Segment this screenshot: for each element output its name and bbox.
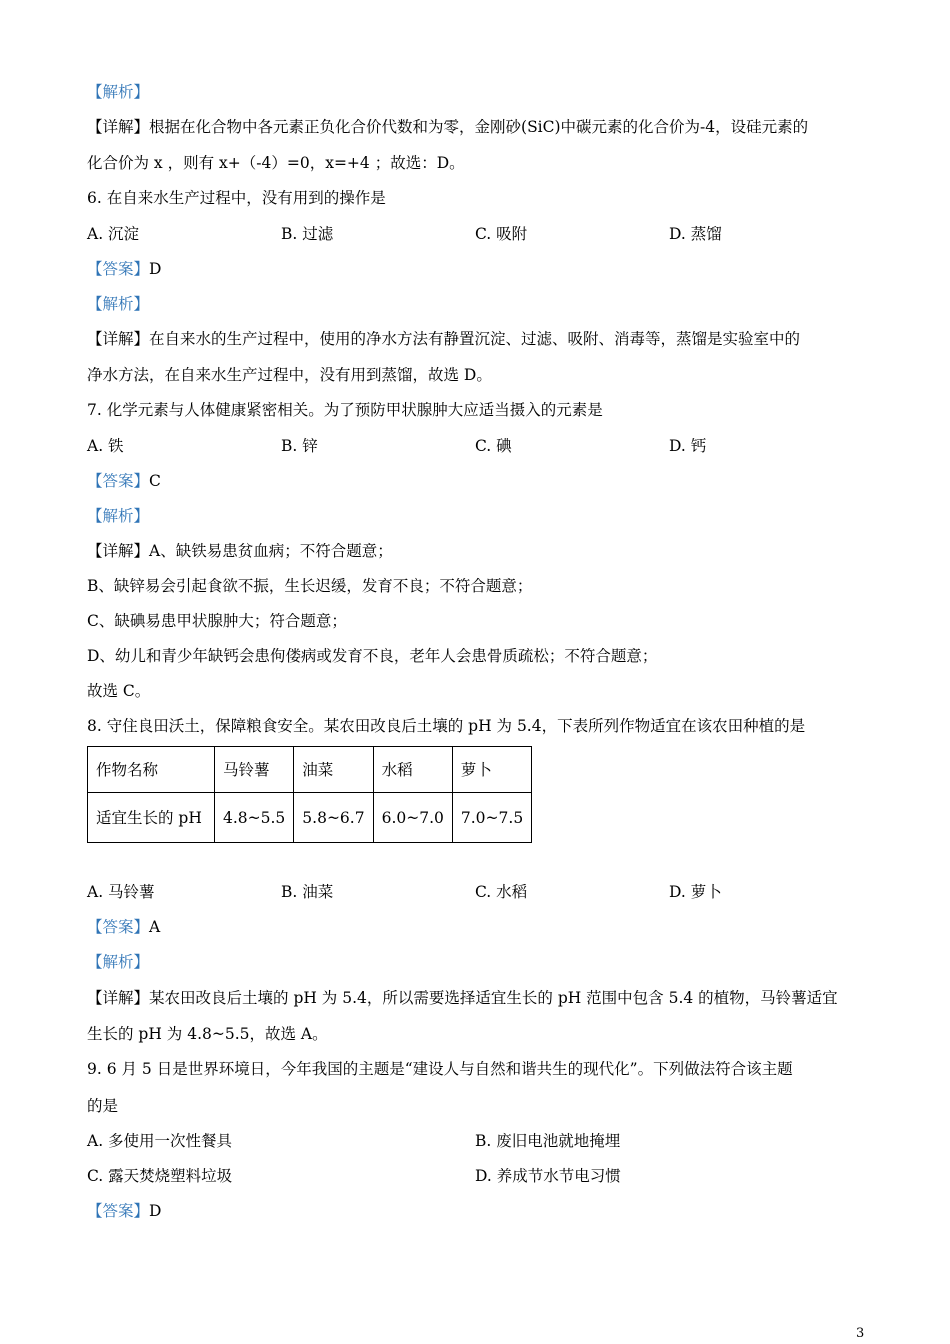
q7-detail-line-4: D、幼儿和青少年缺钙会患佝偻病或发育不良，老年人会患骨质疏松；不符合题意； (87, 647, 658, 665)
table-cell: 萝卜 (452, 747, 531, 793)
q5-detail-line-2: 化合价为 x ，则有 x+（-4）=0，x=+4 ；故选：D。 (87, 154, 465, 172)
table-cell: 5.8~6.7 (294, 793, 373, 843)
q7-detail-line-2: B、缺锌易会引起食欲不振，生长迟缓，发育不良；不符合题意； (87, 577, 533, 595)
q8-analysis-label: 【解析】 (87, 953, 150, 971)
q7-detail-line-5: 故选 C。 (87, 682, 151, 700)
table-cell: 4.8~5.5 (215, 793, 294, 843)
q8-detail-line-2: 生长的 pH 为 4.8~5.5，故选 A。 (87, 1025, 328, 1043)
q7-stem: 7. 化学元素与人体健康紧密相关。为了预防甲状腺肿大应适当摄入的元素是 (87, 401, 603, 419)
q6-detail-line-2: 净水方法，在自来水生产过程中，没有用到蒸馏，故选 D。 (87, 366, 492, 384)
table-cell: 油菜 (294, 747, 373, 793)
table-row (88, 793, 532, 843)
table-cell: 6.0~7.0 (373, 793, 452, 843)
q7-detail-line-1: 【详解】A、缺铁易患贫血病；不符合题意； (87, 542, 393, 560)
q8-option-d: D. 萝卜 (669, 883, 722, 901)
q6-option-a: A. 沉淀 (87, 225, 140, 243)
q7-analysis-label: 【解析】 (87, 507, 150, 525)
q6-analysis-label: 【解析】 (87, 295, 150, 313)
page-number: 3 (856, 1326, 865, 1341)
q7-answer: 【答案】C (87, 472, 161, 490)
ph-table (87, 746, 532, 843)
q8-option-b: B. 油菜 (281, 883, 334, 901)
q8-option-c: C. 水稻 (475, 883, 528, 901)
q7-option-d: D. 钙 (669, 437, 707, 455)
q6-answer: 【答案】D (87, 260, 162, 278)
q6-stem: 6. 在自来水生产过程中，没有用到的操作是 (87, 189, 386, 207)
q7-option-c: C. 碘 (475, 437, 512, 455)
q9-stem-line-2: 的是 (87, 1097, 119, 1115)
table-cell: 马铃薯 (215, 747, 294, 793)
q5-detail-line-1: 【详解】根据在化合物中各元素正负化合价代数和为零，金刚砂(SiC)中碳元素的化合价为-4，设硅元素的 (87, 118, 809, 136)
q8-answer: 【答案】A (87, 918, 161, 936)
table-cell: 作物名称 (88, 747, 215, 793)
q9-option-a: A. 多使用一次性餐具 (87, 1132, 233, 1150)
q7-detail-line-3: C、缺碘易患甲状腺肿大；符合题意； (87, 612, 347, 630)
table-cell: 适宜生长的 pH (88, 793, 215, 843)
q6-option-c: C. 吸附 (475, 225, 528, 243)
table-row (88, 747, 532, 793)
q9-stem-line-1: 9. 6 月 5 日是世界环境日，今年我国的主题是“建设人与自然和谐共生的现代化”。下列做法符合该主题 (87, 1060, 793, 1078)
analysis-label: 【解析】 (87, 83, 150, 101)
table-cell: 水稻 (373, 747, 452, 793)
q9-option-b: B. 废旧电池就地掩埋 (475, 1132, 621, 1150)
q8-stem: 8. 守住良田沃土，保障粮食安全。某农田改良后土壤的 pH 为 5.4，下表所列作物适宜在该农田种植的是 (87, 717, 806, 735)
q6-option-d: D. 蒸馏 (669, 225, 722, 243)
q9-option-d: D. 养成节水节电习惯 (475, 1167, 621, 1185)
q7-option-a: A. 铁 (87, 437, 124, 455)
q6-option-b: B. 过滤 (281, 225, 334, 243)
q8-detail-line-1: 【详解】某农田改良后土壤的 pH 为 5.4，所以需要选择适宜生长的 pH 范围中包含 5.4 的植物，马铃薯适宜 (87, 989, 838, 1007)
q7-option-b: B. 锌 (281, 437, 318, 455)
q9-option-c: C. 露天焚烧塑料垃圾 (87, 1167, 233, 1185)
table-cell: 7.0~7.5 (452, 793, 531, 843)
q9-answer: 【答案】D (87, 1202, 162, 1220)
q8-option-a: A. 马铃薯 (87, 883, 155, 901)
q6-detail-line-1: 【详解】在自来水的生产过程中，使用的净水方法有静置沉淀、过滤、吸附、消毒等，蒸馏是实验室中的 (87, 330, 801, 348)
